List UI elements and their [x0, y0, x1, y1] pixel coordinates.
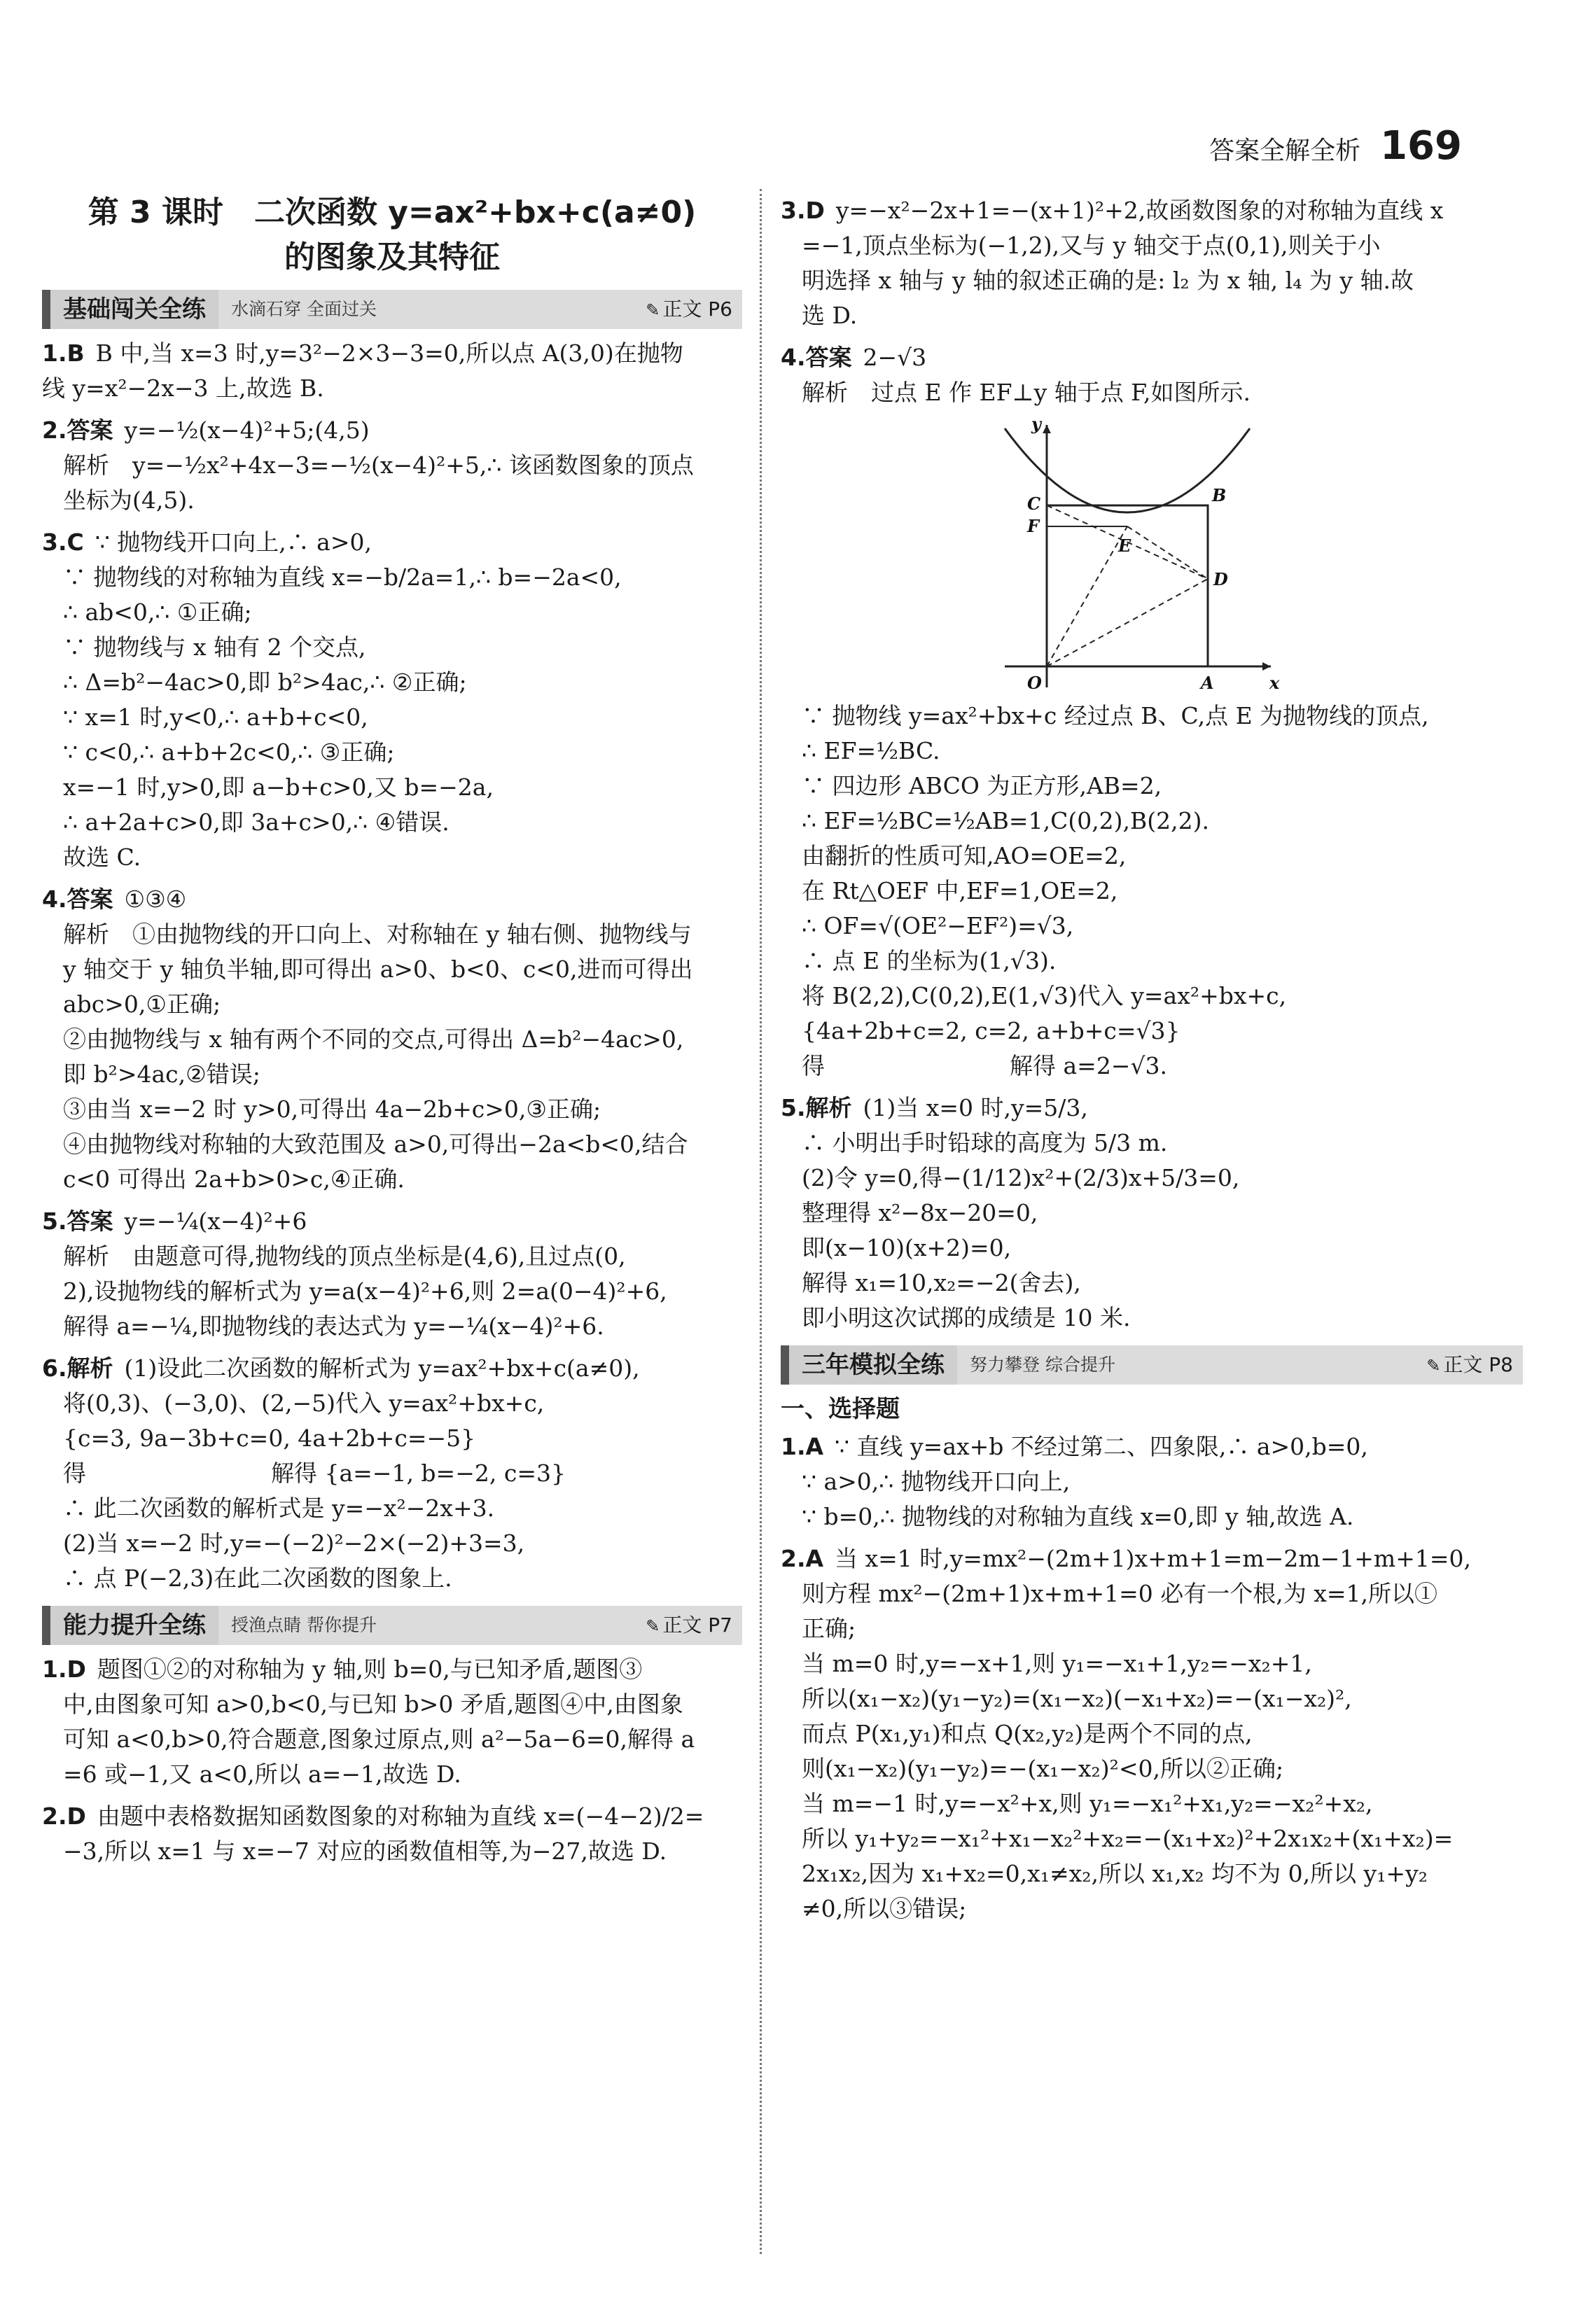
item-line: x=−1 时,y>0,即 a−b+c>0,又 b=−2a, [63, 774, 494, 801]
item-line: 解得 a=−¼,即抛物线的表达式为 y=−¼(x−4)²+6. [63, 1312, 604, 1340]
banner-ref-text: 正文 P6 [662, 297, 732, 321]
item-line: 解析 过点 E 作 EF⊥y 轴于点 F,如图所示. [802, 379, 1251, 406]
left-column [42, 190, 742, 1876]
banner-page-ref [646, 292, 732, 328]
item-number: 5.解析 [781, 1094, 852, 1121]
item-line: 将(0,3)、(−3,0)、(2,−5)代入 y=ax²+bx+c, [63, 1390, 545, 1417]
item-line: ①③④ [124, 886, 187, 913]
item-number: 1.B [42, 340, 85, 367]
label-c: C [1027, 493, 1041, 514]
item-line: 解析 由题意可得,抛物线的顶点坐标是(4,6),且过点(0, [63, 1242, 626, 1270]
item-line: 正确; [802, 1615, 856, 1642]
item-line: 当 m=0 时,y=−x+1,则 y₁=−x₁+1,y₂=−x₂+1, [802, 1650, 1312, 1677]
label-a: A [1201, 673, 1214, 693]
banner-ref-text: 正文 P7 [662, 1613, 732, 1637]
item-line: ④由抛物线对称轴的大致范围及 a>0,可得出−2a<b<0,结合 [63, 1130, 688, 1158]
item-line: −3,所以 x=1 与 x=−7 对应的函数值相等,为−27,故选 D. [63, 1837, 667, 1865]
pen-icon: ✎ [646, 1616, 660, 1636]
right-column [781, 190, 1523, 1933]
answer-item [781, 1541, 1523, 1926]
item-line: 故选 C. [63, 844, 141, 871]
answer-item [42, 1799, 742, 1869]
item-number: 1.A [781, 1433, 824, 1460]
item-line: 所以 y₁+y₂=−x₁²+x₁−x₂²+x₂=−(x₁+x₂)²+2x₁x₂+(x₁+x₂)= [802, 1825, 1454, 1852]
item-line: 得 解得 a=2−√3. [802, 1052, 1167, 1079]
item-line: ∴ 此二次函数的解析式是 y=−x²−2x+3. [63, 1494, 495, 1522]
item-line: 线 y=x²−2x−3 上,故选 B. [42, 374, 324, 402]
geometry-figure [991, 414, 1285, 694]
banner-ref-text: 正文 P8 [1443, 1352, 1513, 1376]
pen-icon: ✎ [1426, 1355, 1441, 1376]
item-line: 由题中表格数据知函数图象的对称轴为直线 x=(−4−2)/2= [97, 1802, 704, 1830]
item-number: 1.D [42, 1656, 86, 1683]
item-line: 即小明这次试掷的成绩是 10 米. [802, 1304, 1131, 1331]
item-line: ∵ 抛物线开口向上,∴ a>0, [95, 528, 372, 556]
item-line: 可知 a<0,b>0,符合题意,图象过原点,则 a²−5a−6=0,解得 a [63, 1726, 695, 1753]
item-line: (1)当 x=0 时,y=5/3, [863, 1094, 1088, 1121]
section-heading: 一、选择题 [781, 1395, 900, 1423]
section-banner-basic [42, 290, 742, 329]
item-line: ∵ b=0,∴ 抛物线的对称轴为直线 x=0,即 y 轴,故选 A. [802, 1503, 1354, 1530]
item-line: {4a+2b+c=2, c=2, a+b+c=√3} [802, 1017, 1180, 1044]
item-line: 明选择 x 轴与 y 轴的叙述正确的是: l₂ 为 x 轴, l₄ 为 y 轴.故 [802, 267, 1414, 294]
answer-item [42, 1351, 742, 1596]
item-line: 在 Rt△OEF 中,EF=1,OE=2, [802, 877, 1118, 904]
item-line: ∵ 抛物线 y=ax²+bx+c 经过点 B、C,点 E 为抛物线的顶点, [802, 702, 1429, 729]
item-line: (2)令 y=0,得−(1/12)x²+(2/3)x+5/3=0, [802, 1164, 1240, 1191]
item-line: ∵ x=1 时,y<0,∴ a+b+c<0, [63, 704, 368, 731]
item-line: ∵ a>0,∴ 抛物线开口向上, [802, 1468, 1071, 1495]
answer-item [42, 882, 742, 1197]
label-e: E [1118, 536, 1131, 556]
item-line: 2x₁x₂,因为 x₁+x₂=0,x₁≠x₂,所以 x₁,x₂ 均不为 0,所以 y₁+y₂ [802, 1860, 1428, 1887]
answer-item [781, 1091, 1523, 1336]
header-label: 答案全解全析 [1209, 136, 1361, 165]
banner-name: 三年模拟全练 [781, 1345, 957, 1385]
item-number: 3.D [781, 197, 825, 224]
item-line: ∴ 小明出手时铅球的高度为 5/3 m. [802, 1129, 1168, 1156]
answer-item [42, 413, 742, 518]
label-o: O [1027, 673, 1042, 693]
item-line: 解析 ①由抛物线的开口向上、对称轴在 y 轴右侧、抛物线与 [63, 920, 692, 948]
item-line: 整理得 x²−8x−20=0, [802, 1199, 1038, 1226]
banner-name: 基础闯关全练 [42, 290, 218, 329]
item-line: B 中,当 x=3 时,y=3²−2×3−3=0,所以点 A(3,0)在抛物 [95, 340, 683, 367]
item-line: 解析 y=−½x²+4x−3=−½(x−4)²+5,∴ 该函数图象的顶点 [63, 451, 694, 479]
item-line: ∵ c<0,∴ a+b+2c<0,∴ ③正确; [63, 738, 395, 766]
item-number: 2.A [781, 1545, 824, 1572]
banner-slogan: 努力攀登 综合提升 [970, 1354, 1115, 1375]
item-number: 3.C [42, 528, 84, 556]
item-line: 由翻折的性质可知,AO=OE=2, [802, 842, 1127, 869]
square-abco [1047, 505, 1208, 666]
banner-name: 能力提升全练 [42, 1606, 218, 1645]
item-line: 题图①②的对称轴为 y 轴,则 b=0,与已知矛盾,题图③ [97, 1656, 643, 1683]
item-line: ∴ OF=√(OE²−EF²)=√3, [802, 912, 1074, 939]
page-number: 169 [1380, 123, 1462, 169]
answer-item [42, 1652, 742, 1792]
label-b: B [1212, 485, 1227, 505]
title-line-1: 第 3 课时 二次函数 y=ax²+bx+c(a≠0) [88, 195, 697, 230]
item-line: 而点 P(x₁,y₁)和点 Q(x₂,y₂)是两个不同的点, [802, 1720, 1253, 1747]
y-axis-arrow-icon [1043, 425, 1051, 433]
item-line: ≠0,所以③错误; [802, 1895, 967, 1922]
banner-page-ref [1426, 1348, 1513, 1383]
item-number: 4.答案 [42, 886, 113, 913]
item-line: 当 x=1 时,y=mx²−(2m+1)x+m+1=m−2m−1+m+1=0, [835, 1545, 1471, 1572]
answer-item [42, 1204, 742, 1344]
item-line: 选 D. [802, 302, 858, 329]
item-line: 解得 x₁=10,x₂=−2(舍去), [802, 1269, 1081, 1296]
title-line-2: 的图象及其特征 [284, 239, 500, 275]
item-line: y=−¼(x−4)²+6 [124, 1208, 307, 1235]
item-line: 坐标为(4,5). [63, 486, 195, 514]
banner-page-ref [646, 1608, 732, 1644]
item-line: ∴ a+2a+c>0,即 3a+c>0,∴ ④错误. [63, 808, 450, 836]
item-line: ②由抛物线与 x 轴有两个不同的交点,可得出 Δ=b²−4ac>0, [63, 1026, 684, 1053]
item-line: ∴ 点 E 的坐标为(1,√3). [802, 947, 1057, 974]
item-line: abc>0,①正确; [63, 990, 221, 1018]
section-banner-simulation [781, 1345, 1523, 1385]
item-line: ∵ 四边形 ABCO 为正方形,AB=2, [802, 772, 1162, 799]
item-number: 5.答案 [42, 1208, 113, 1235]
segment-od [1047, 579, 1208, 666]
segment-oe [1047, 526, 1127, 666]
item-line: c<0 可得出 2a+b>0>c,④正确. [63, 1166, 405, 1193]
item-line: 2),设抛物线的解析式为 y=a(x−4)²+6,则 2=a(0−4)²+6, [63, 1278, 667, 1305]
page-header [1209, 123, 1462, 169]
item-line: 则(x₁−x₂)(y₁−y₂)=−(x₁−x₂)²<0,所以②正确; [802, 1755, 1284, 1782]
item-line: ∴ ab<0,∴ ①正确; [63, 598, 252, 626]
item-number: 6.解析 [42, 1354, 113, 1382]
item-answer: 2−√3 [863, 344, 927, 371]
item-line: ∵ 直线 y=ax+b 不经过第二、四象限,∴ a>0,b=0, [835, 1433, 1368, 1460]
item-line: 则方程 mx²−(2m+1)x+m+1=0 必有一个根,为 x=1,所以① [802, 1580, 1438, 1607]
item-line: {c=3, 9a−3b+c=0, 4a+2b+c=−5} [63, 1424, 476, 1452]
item-line: ∵ 抛物线的对称轴为直线 x=−b/2a=1,∴ b=−2a<0, [63, 564, 622, 591]
item-line: ∴ EF=½BC=½AB=1,C(0,2),B(2,2). [802, 807, 1210, 834]
item-number: 2.答案 [42, 416, 113, 444]
item-line: ∴ EF=½BC. [802, 737, 940, 764]
label-y: y [1031, 414, 1041, 434]
answer-item [781, 193, 1523, 333]
item-line: 得 解得 {a=−1, b=−2, c=3} [63, 1460, 566, 1487]
segment-ed [1127, 526, 1208, 579]
item-line: ③由当 x=−2 时 y>0,可得出 4a−2b+c>0,③正确; [63, 1096, 601, 1123]
item-line: 中,由图象可知 a>0,b<0,与已知 b>0 矛盾,题图④中,由图象 [63, 1690, 683, 1718]
answer-item [42, 525, 742, 875]
answer-item [781, 340, 1523, 1084]
item-line: ∴ Δ=b²−4ac>0,即 b²>4ac,∴ ②正确; [63, 668, 467, 696]
x-axis-arrow-icon [1262, 662, 1271, 671]
item-number: 2.D [42, 1802, 86, 1830]
item-line: =6 或−1,又 a<0,所以 a=−1,故选 D. [63, 1760, 461, 1788]
section-banner-advanced [42, 1606, 742, 1645]
item-line: (2)当 x=−2 时,y=−(−2)²−2×(−2)+3=3, [63, 1530, 525, 1557]
item-line: (1)设此二次函数的解析式为 y=ax²+bx+c(a≠0), [124, 1354, 640, 1382]
item-line: ∴ 点 P(−2,3)在此二次函数的图象上. [63, 1564, 452, 1592]
lesson-title [42, 190, 742, 280]
item-number: 4.答案 [781, 344, 852, 371]
label-x: x [1269, 673, 1280, 693]
item-line: 即 b²>4ac,②错误; [63, 1060, 260, 1088]
item-line: ∵ 抛物线与 x 轴有 2 个交点, [63, 634, 366, 661]
item-line: y 轴交于 y 轴负半轴,即可得出 a>0、b<0、c<0,进而可得出 [63, 955, 693, 983]
item-line: y=−½(x−4)²+5;(4,5) [124, 416, 370, 444]
item-line: =−1,顶点坐标为(−1,2),又与 y 轴交于点(0,1),则关于小 [802, 232, 1381, 259]
label-f: F [1027, 516, 1040, 536]
pen-icon: ✎ [646, 300, 660, 320]
item-line: 将 B(2,2),C(0,2),E(1,√3)代入 y=ax²+bx+c, [802, 982, 1287, 1009]
label-d: D [1213, 569, 1228, 589]
item-line: y=−x²−2x+1=−(x+1)²+2,故函数图象的对称轴为直线 x [835, 197, 1444, 224]
item-line: 当 m=−1 时,y=−x²+x,则 y₁=−x₁²+x₁,y₂=−x₂²+x₂, [802, 1790, 1373, 1817]
answer-item [781, 1429, 1523, 1534]
banner-slogan: 水滴石穿 全面过关 [231, 299, 377, 319]
answer-item [42, 336, 742, 406]
column-divider [760, 189, 762, 2254]
item-line: 即(x−10)(x+2)=0, [802, 1234, 1012, 1261]
item-line: 所以(x₁−x₂)(y₁−y₂)=(x₁−x₂)(−x₁+x₂)=−(x₁−x₂)², [802, 1685, 1352, 1712]
banner-slogan: 授渔点睛 帮你提升 [231, 1615, 377, 1635]
